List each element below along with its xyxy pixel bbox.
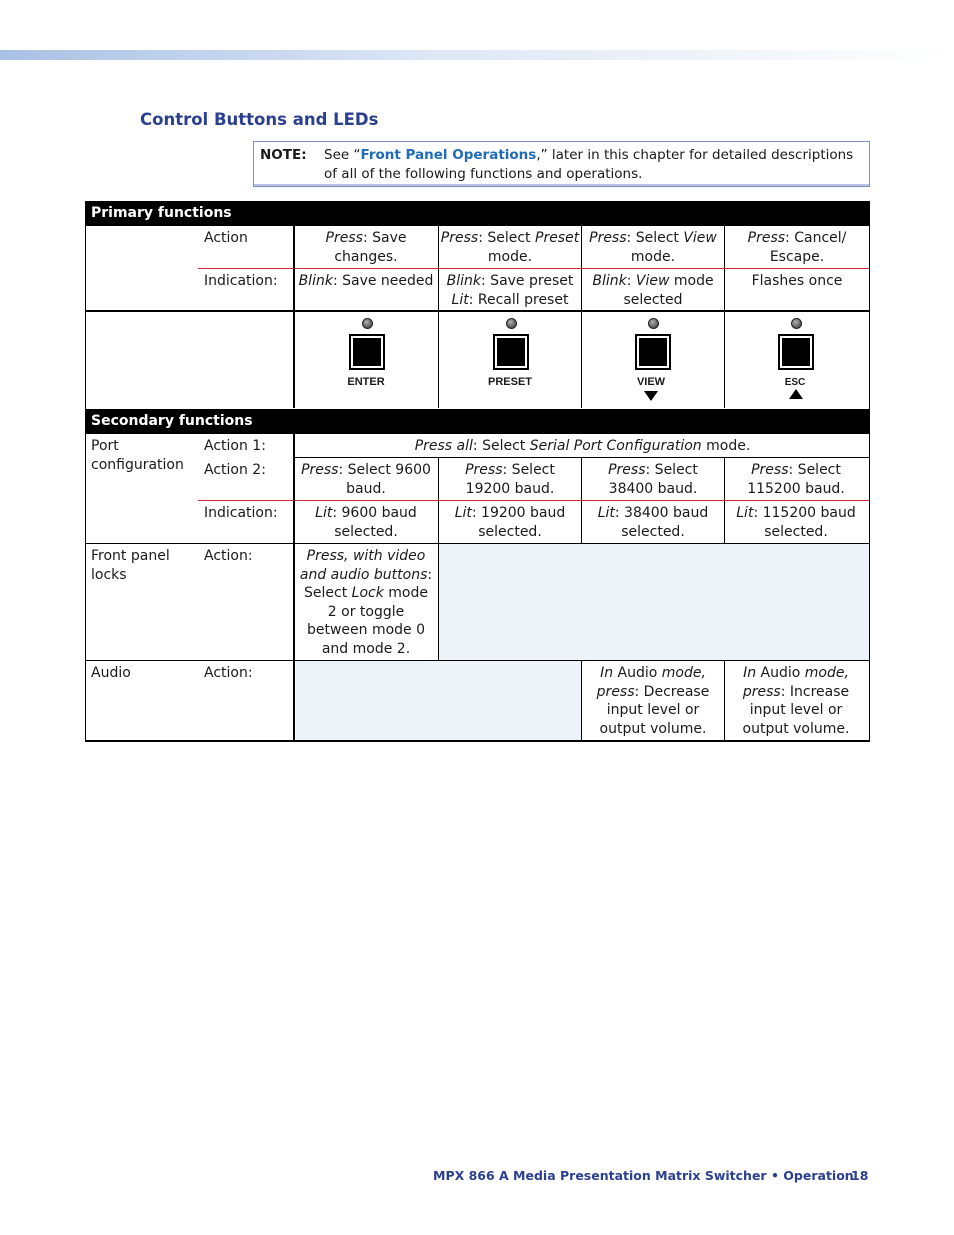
port-indication-115200: Lit: 115200 baud selected. xyxy=(736,505,856,540)
preset-button-label: PRESET xyxy=(487,376,532,388)
note-link[interactable]: Front Panel Operations xyxy=(360,147,537,163)
empty-shaded-cell xyxy=(296,661,582,741)
esc-led-icon xyxy=(791,318,802,329)
primary-indication-enter: Blink: Save needed xyxy=(298,273,434,289)
primary-indication-preset: Blink: Save preset Lit: Recall preset xyxy=(446,273,574,308)
enter-led-icon xyxy=(362,318,373,329)
primary-action-label: Action xyxy=(204,230,248,246)
audio-increase-text: In Audio mode, press: Increase input level or output volume. xyxy=(742,665,850,737)
port-action1-text: Press all: Select Serial Port Configuration mode. xyxy=(414,438,751,454)
port-indication-label: Indication: xyxy=(204,505,278,521)
enter-key-icon xyxy=(349,334,385,370)
preset-key-icon xyxy=(493,334,529,370)
note-pre: See “ xyxy=(324,147,361,163)
top-banner-bar xyxy=(0,50,954,60)
front-panel-locks-label: Front panel locks xyxy=(91,548,170,583)
esc-button-label: ESC xyxy=(784,377,806,388)
port-indication-9600: Lit: 9600 baud selected. xyxy=(315,505,417,540)
port-indication-19200: Lit: 19200 baud selected. xyxy=(454,505,566,540)
section-heading: Control Buttons and LEDs xyxy=(140,110,379,129)
note-text xyxy=(324,146,864,184)
port-action2-19200: Press: Select 19200 baud. xyxy=(465,462,555,497)
page-number: 18 xyxy=(851,1168,869,1183)
secondary-functions-header: Secondary functions xyxy=(85,409,870,434)
note-box xyxy=(253,141,870,187)
port-action2-115200: Press: Select 115200 baud. xyxy=(747,462,845,497)
view-key-icon xyxy=(635,334,671,370)
port-indication-38400: Lit: 38400 baud selected. xyxy=(597,505,709,540)
audio-label: Audio xyxy=(91,665,131,681)
note-label: NOTE: xyxy=(260,147,307,163)
esc-key-icon xyxy=(778,334,814,370)
view-button-label: VIEW xyxy=(636,376,666,388)
port-action1-label: Action 1: xyxy=(204,438,266,454)
arrow-up-icon xyxy=(789,389,803,399)
primary-indication-label: Indication: xyxy=(204,273,278,289)
port-action2-label: Action 2: xyxy=(204,462,266,478)
preset-led-icon xyxy=(506,318,517,329)
enter-button-label: ENTER xyxy=(347,376,385,388)
port-action2-9600: Press: Select 9600 baud. xyxy=(301,462,431,497)
port-configuration-label: Port configuration xyxy=(91,438,184,473)
empty-shaded-cell xyxy=(439,544,869,660)
note-post: ,” later in this chapter for detailed descriptions of all of the following functions and operations. xyxy=(324,147,854,182)
locks-action-text: Press, with video and audio buttons: Select Lock mode 2 or toggle between mode 0 and mode 2. xyxy=(299,548,433,657)
footer-title: MPX 866 A Media Presentation Matrix Switcher • Operation xyxy=(433,1168,854,1183)
primary-action-esc: Press: Cancel/ Escape. xyxy=(747,230,847,265)
primary-indication-view: Blink: View mode selected xyxy=(592,273,714,308)
arrow-down-icon xyxy=(644,391,658,401)
audio-action-label: Action: xyxy=(204,665,253,681)
primary-indication-esc: Flashes once xyxy=(751,273,843,289)
locks-action-label: Action: xyxy=(204,548,253,564)
audio-decrease-text: In Audio mode, press: Decrease input level or output volume. xyxy=(596,665,710,737)
primary-functions-header: Primary functions xyxy=(85,201,870,226)
primary-action-preset: Press: Select Preset mode. xyxy=(440,230,580,265)
primary-action-enter: Press: Save changes. xyxy=(325,230,407,265)
view-led-icon xyxy=(648,318,659,329)
primary-action-view: Press: Select View mode. xyxy=(589,230,717,265)
port-action2-38400: Press: Select 38400 baud. xyxy=(608,462,698,497)
